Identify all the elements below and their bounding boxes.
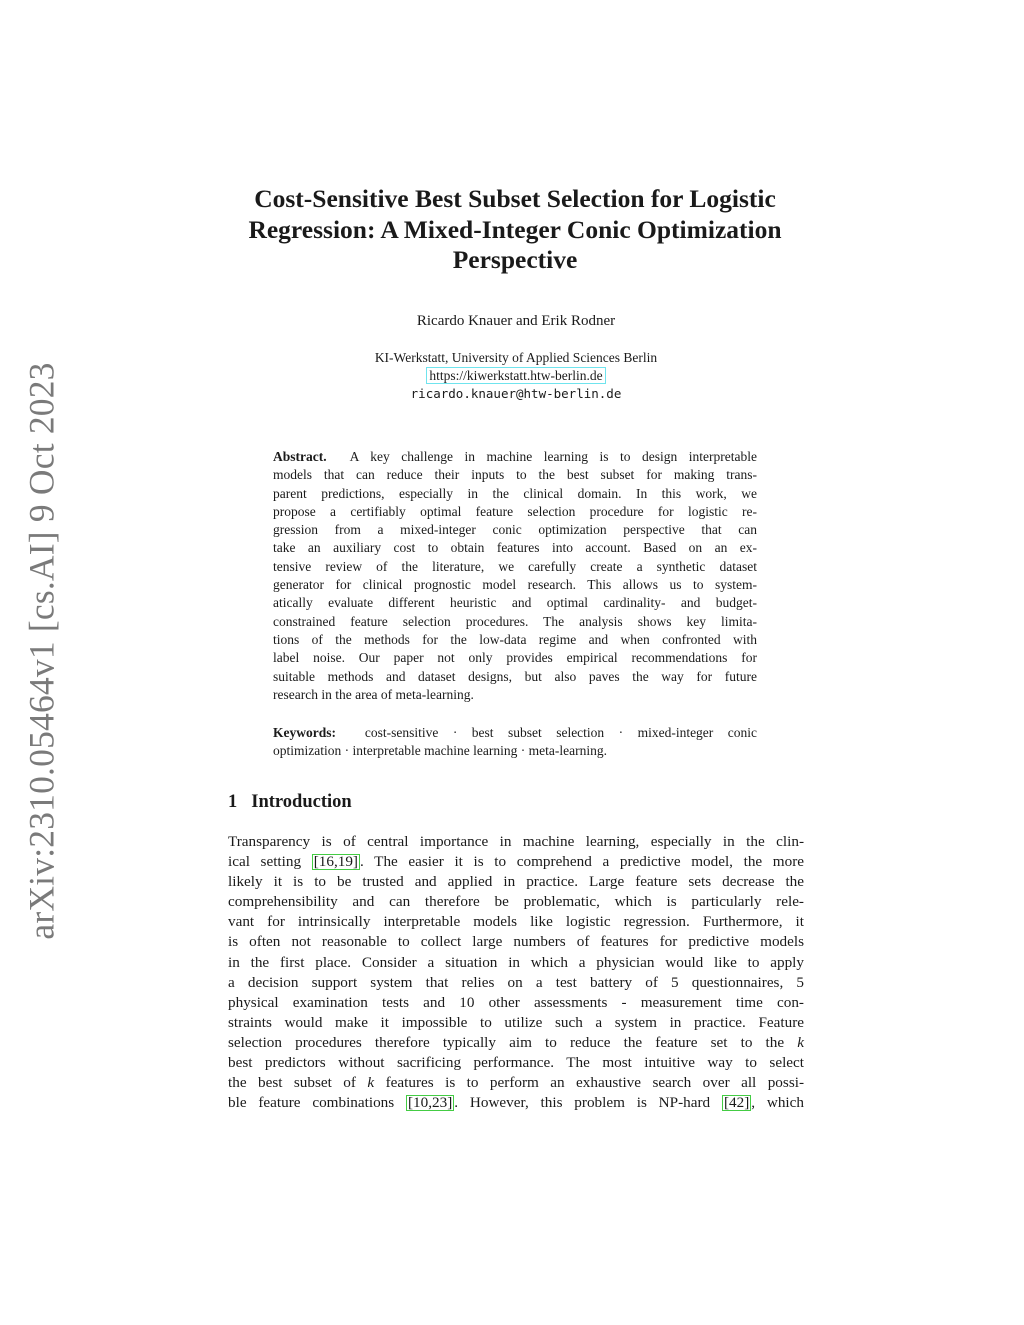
abstract-text: A key challenge in machine learning is to design interpretable: [349, 449, 758, 464]
author-email: ricardo.knauer@htw-berlin.de: [410, 386, 622, 401]
abstract-line: models that can reduce their inputs to the best subset for making trans-: [273, 467, 757, 483]
abstract-line: generator for clinical prognostic model research. This allows us to system-: [273, 577, 757, 593]
abstract-line: suitable methods and dataset designs, but also paves the way for future: [273, 668, 757, 684]
abstract-line: label noise. Our paper not only provides empirical recommendations for: [273, 650, 757, 666]
paragraph-line: vant for intrinsically interpretable models like logistic regression. Furthermore, it: [228, 913, 804, 931]
keywords-label: Keywords:: [273, 725, 336, 740]
abstract-line: tions of the methods for the low-data regime and when confronted with: [273, 631, 757, 647]
citation-link[interactable]: [16,19]: [313, 853, 358, 871]
section-title: Introduction: [251, 792, 352, 812]
arxiv-identifier-stamp: [8, 362, 76, 940]
author-list: Ricardo Knauer and Erik Rodner: [416, 313, 616, 329]
paper-title: [200, 184, 830, 276]
keywords-text: cost-sensitive · best subset selection · mixed-integer conic: [364, 725, 757, 740]
text-run: . However, this problem is NP-hard: [454, 1094, 722, 1112]
paragraph-line: best predictors without sacrificing performance. The most intuitive way to select: [228, 1054, 804, 1072]
abstract-line: propose a certifiably optimal feature selection procedure for logistic re-: [273, 503, 757, 519]
paragraph-line: likely it is to be trusted and applied in practice. Large feature sets decrease the: [228, 873, 804, 891]
abstract-line: parent predictions, especially in the clinical domain. In this work, we: [273, 485, 757, 501]
abstract-label: Abstract.: [273, 449, 327, 464]
abstract-line: tensive review of the literature, we carefully create a synthetic dataset: [273, 558, 757, 574]
text-run: , which: [751, 1094, 804, 1112]
abstract-line: atically evaluate different heuristic and optimal cardinality- and budget-: [273, 595, 757, 611]
abstract-line: [273, 448, 757, 466]
institute-url-link[interactable]: https://kiwerkstatt.htw-berlin.de: [426, 367, 605, 384]
paragraph-line: Transparency is of central importance in machine learning, especially in the clin-: [228, 833, 804, 850]
paragraph-line: comprehensibility and can therefore be problematic, which is particularly rele-: [228, 893, 804, 911]
text-run: features is to perform an exhaustive search over all possi-: [374, 1074, 805, 1092]
text-run: ble feature combinations: [228, 1094, 406, 1112]
citation-link[interactable]: [42]: [723, 1094, 750, 1112]
paragraph-line: straints would make it impossible to utilize such a system in practice. Feature: [228, 1013, 804, 1031]
abstract-line: gression from a mixed-integer conic optimization perspective that can: [273, 522, 757, 538]
arxiv-identifier-text: arXiv:2310.05464v1 [cs.AI] 9 Oct 2023: [22, 362, 62, 940]
paragraph-line: physical examination tests and 10 other assessments - measurement time con-: [228, 993, 804, 1011]
title-line: Cost-Sensitive Best Subset Selection for Logistic: [254, 184, 776, 213]
section-heading: [228, 792, 352, 813]
section-number: 1: [228, 792, 238, 812]
introduction-paragraph: [228, 832, 804, 1113]
keywords-line: optimization · interpretable machine learning · meta-learning.: [273, 743, 607, 759]
paragraph-line: [228, 1033, 804, 1053]
abstract-line: research in the area of meta-learning.: [273, 686, 474, 702]
abstract-line: constrained feature selection procedures. The analysis shows key limita-: [273, 613, 757, 629]
paragraph-line: [228, 852, 804, 872]
keywords-line: [273, 724, 757, 742]
text-run: the best subset of: [228, 1074, 368, 1092]
affiliation-name: KI-Werkstatt, University of Applied Sciences Berlin: [374, 350, 658, 365]
title-line: Regression: A Mixed-Integer Conic Optimization: [248, 214, 782, 244]
paragraph-line: a decision support system that relies on a test battery of 5 questionnaires, 5: [228, 973, 804, 991]
paragraph-line: in the first place. Consider a situation in which a physician would like to apply: [228, 953, 804, 971]
text-run: . The easier it is to comprehend a predictive model, the more: [360, 853, 805, 871]
text-run: ical setting: [228, 853, 312, 871]
abstract-line: take an auxiliary cost to obtain features into account. Based on an ex-: [273, 540, 757, 556]
text-run: selection procedures therefore typically aim to reduce the feature set to the: [228, 1033, 798, 1051]
paragraph-line: [228, 1093, 804, 1113]
math-variable: k: [367, 1074, 375, 1092]
paragraph-line: is often not reasonable to collect large numbers of features for predictive models: [228, 933, 804, 951]
keywords: [273, 724, 757, 761]
citation-link[interactable]: [10,23]: [407, 1094, 453, 1112]
paragraph-line: [228, 1073, 804, 1093]
affiliation-block: [228, 349, 804, 403]
math-variable: k: [797, 1033, 804, 1051]
title-line: Perspective: [452, 245, 578, 274]
abstract: [273, 448, 757, 704]
